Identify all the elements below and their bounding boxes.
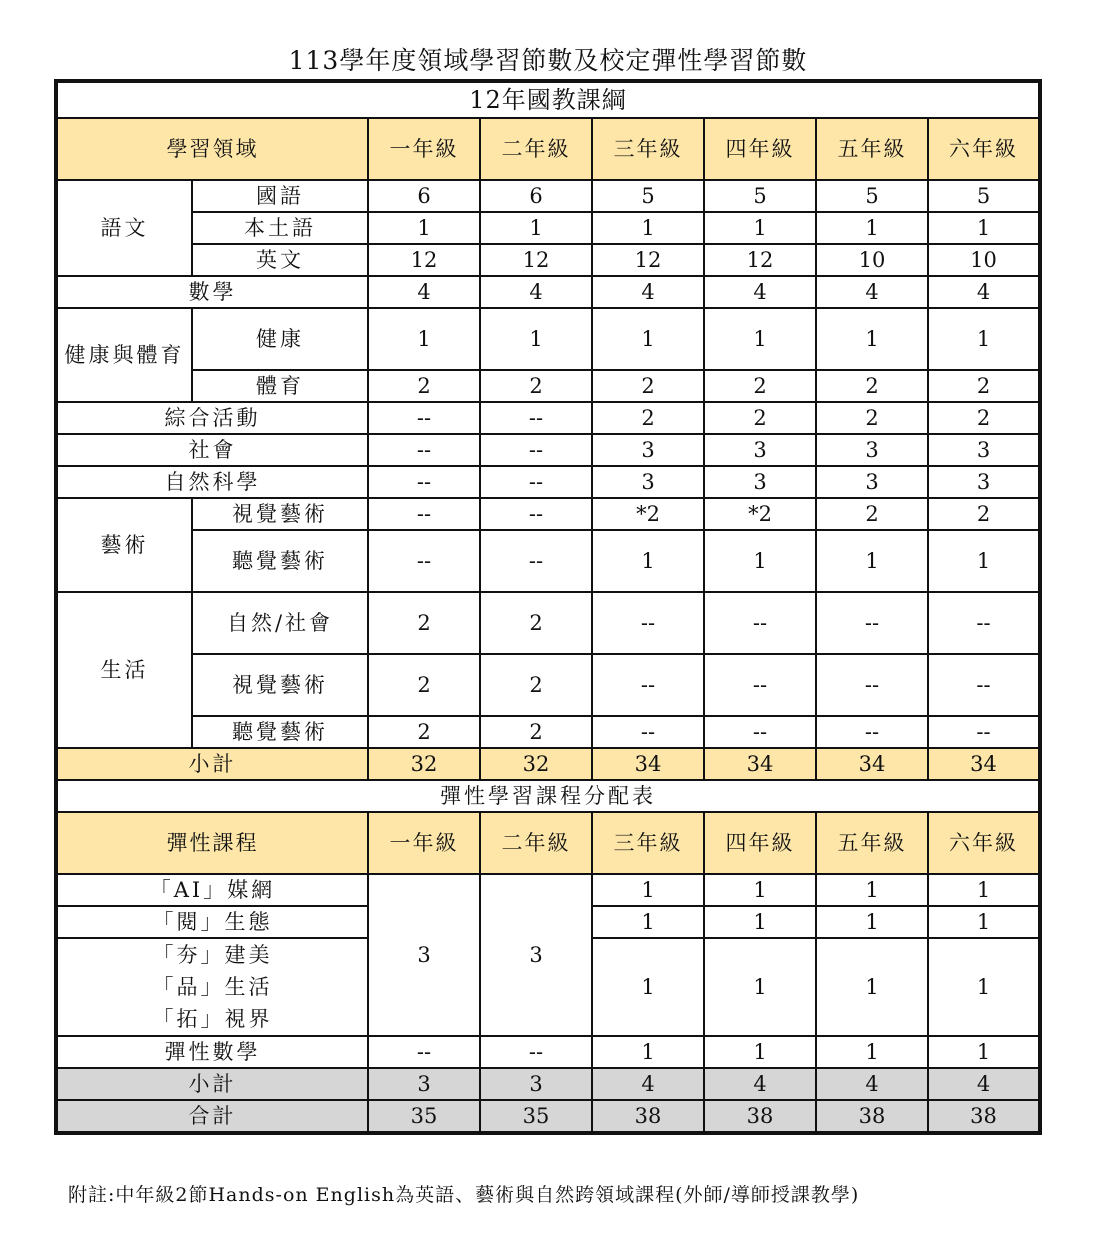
hours-cell: 1 (704, 212, 816, 244)
hours-cell: 2 (928, 370, 1040, 402)
hours-cell: -- (480, 498, 592, 530)
table-row (56, 402, 1040, 434)
grade-header: 四年級 (704, 812, 816, 874)
hours-cell: 12 (592, 244, 704, 276)
hours-cell: *2 (592, 498, 704, 530)
hours-cell: 38 (592, 1100, 704, 1133)
hours-cell: 34 (704, 748, 816, 780)
footnote: 附註:中年級2節Hands-on English為英語、藝術與自然跨領域課程(外師/導師授課教學) (68, 1184, 860, 1206)
hours-cell: 5 (928, 180, 1040, 212)
hours-cell: 2 (480, 654, 592, 716)
hours-cell: 1 (816, 874, 928, 906)
hours-cell: 35 (368, 1100, 480, 1133)
hours-cell: 2 (816, 498, 928, 530)
hours-cell: 12 (480, 244, 592, 276)
subject-name: 國語 (192, 180, 368, 212)
hours-cell: *2 (704, 498, 816, 530)
hours-cell: 1 (592, 308, 704, 370)
hours-cell: 4 (928, 1068, 1040, 1100)
hours-cell: 34 (592, 748, 704, 780)
hours-cell: 2 (480, 716, 592, 748)
hours-cell: 5 (592, 180, 704, 212)
hours-cell: -- (704, 592, 816, 654)
hours-cell: -- (592, 592, 704, 654)
table-row (56, 212, 1040, 244)
subject-name: 自然/社會 (192, 592, 368, 654)
hours-cell: 2 (816, 370, 928, 402)
hours-cell: 1 (816, 1036, 928, 1068)
hours-cell: 1 (816, 906, 928, 938)
hours-cell: 1 (592, 938, 704, 1036)
table-row (56, 654, 1040, 716)
hours-cell: 32 (368, 748, 480, 780)
table-row (56, 180, 1040, 212)
hours-cell: 3 (928, 434, 1040, 466)
table-row (56, 276, 1040, 308)
subject-name: 視覺藝術 (192, 498, 368, 530)
hours-cell: 1 (928, 906, 1040, 938)
hours-cell: 5 (816, 180, 928, 212)
hours-cell: 1 (928, 874, 1040, 906)
hours-cell: 1 (592, 1036, 704, 1068)
hours-cell: 2 (816, 402, 928, 434)
hours-cell: -- (816, 592, 928, 654)
hours-cell: -- (928, 654, 1040, 716)
domain-label: 語文 (56, 180, 192, 276)
hours-cell: 1 (592, 874, 704, 906)
domain-header: 學習領域 (56, 118, 368, 180)
hours-cell: -- (368, 530, 480, 592)
hours-cell: 1 (704, 906, 816, 938)
hours-cell: 3 (368, 1068, 480, 1100)
hours-cell: 32 (480, 748, 592, 780)
table-row (56, 434, 1040, 466)
hours-cell: 3 (592, 466, 704, 498)
subject-name: 健康 (192, 308, 368, 370)
table-row (56, 592, 1040, 654)
hours-cell: 2 (704, 370, 816, 402)
flexible-banner: 彈性學習課程分配表 (56, 780, 1040, 812)
course-name: 「品」生活 (152, 975, 273, 999)
hours-cell: -- (928, 592, 1040, 654)
flexible-header-row (56, 812, 1040, 874)
hours-cell: 6 (480, 180, 592, 212)
domain-label: 藝術 (56, 498, 192, 592)
grade-header: 四年級 (704, 118, 816, 180)
hours-cell: 2 (480, 592, 592, 654)
hours-cell: -- (928, 716, 1040, 748)
table-row (56, 498, 1040, 530)
hours-cell: 3 (816, 466, 928, 498)
table-row (56, 244, 1040, 276)
subtotal-label: 小計 (56, 1068, 368, 1100)
hours-cell: 1 (592, 212, 704, 244)
hours-cell: 4 (704, 276, 816, 308)
subject-name: 數學 (56, 276, 368, 308)
hours-cell: 3 (480, 1068, 592, 1100)
total-row (56, 1100, 1040, 1133)
hours-cell: 1 (704, 938, 816, 1036)
table-row (56, 370, 1040, 402)
table-row (56, 1036, 1040, 1068)
hours-cell: 3 (928, 466, 1040, 498)
hours-cell: 1 (928, 938, 1040, 1036)
hours-cell: 2 (928, 402, 1040, 434)
hours-cell: 5 (704, 180, 816, 212)
table-row (56, 874, 1040, 906)
page-title: 113學年度領域學習節數及校定彈性學習節數 (288, 46, 808, 75)
hours-cell: -- (480, 402, 592, 434)
hours-cell: 3 (480, 874, 592, 1036)
hours-cell: 10 (816, 244, 928, 276)
hours-cell: -- (816, 654, 928, 716)
hours-cell: 34 (816, 748, 928, 780)
hours-cell: -- (368, 402, 480, 434)
course-name: 彈性數學 (56, 1036, 368, 1068)
subject-name: 自然科學 (56, 466, 368, 498)
table-row (56, 466, 1040, 498)
subtotal-row (56, 1068, 1040, 1100)
hours-cell: 1 (480, 308, 592, 370)
total-label: 合計 (56, 1100, 368, 1133)
hours-cell: 4 (704, 1068, 816, 1100)
hours-cell: 2 (928, 498, 1040, 530)
hours-cell: 2 (368, 654, 480, 716)
hours-cell: -- (592, 654, 704, 716)
subject-name: 綜合活動 (56, 402, 368, 434)
hours-cell: 4 (368, 276, 480, 308)
hours-cell: 1 (592, 530, 704, 592)
subject-name: 英文 (192, 244, 368, 276)
hours-cell: 2 (704, 402, 816, 434)
domain-header-row (56, 118, 1040, 180)
hours-cell: -- (368, 498, 480, 530)
course-name: 「夯」建美 (152, 943, 273, 967)
course-name: 「拓」視界 (152, 1007, 273, 1031)
hours-cell: -- (704, 716, 816, 748)
table-row (56, 308, 1040, 370)
hours-cell: 1 (704, 530, 816, 592)
grade-header: 二年級 (480, 812, 592, 874)
grade-header: 三年級 (592, 812, 704, 874)
hours-cell: 1 (592, 906, 704, 938)
hours-cell: 3 (816, 434, 928, 466)
hours-cell: 1 (368, 308, 480, 370)
hours-cell: 2 (368, 716, 480, 748)
subject-name: 聽覺藝術 (192, 530, 368, 592)
hours-cell: 1 (928, 308, 1040, 370)
hours-cell: 35 (480, 1100, 592, 1133)
course-name: 「閱」生態 (56, 906, 368, 938)
hours-cell: 4 (592, 276, 704, 308)
flexible-header: 彈性課程 (56, 812, 368, 874)
course-name-group (56, 938, 368, 1036)
curriculum-banner: 12年國教課綱 (56, 81, 1040, 118)
hours-cell: 2 (368, 592, 480, 654)
subject-name: 本土語 (192, 212, 368, 244)
hours-cell: 2 (592, 370, 704, 402)
grade-header: 三年級 (592, 118, 704, 180)
grade-header: 五年級 (816, 118, 928, 180)
hours-cell: 4 (592, 1068, 704, 1100)
domain-label: 健康與體育 (56, 308, 192, 402)
hours-cell: -- (368, 466, 480, 498)
hours-cell: 34 (928, 748, 1040, 780)
hours-cell: 1 (480, 212, 592, 244)
hours-cell: 2 (480, 370, 592, 402)
hours-cell: 2 (368, 370, 480, 402)
subtotal-label: 小計 (56, 748, 368, 780)
course-name: 「AI」媒網 (56, 874, 368, 906)
subtotal-row (56, 748, 1040, 780)
hours-cell: 4 (816, 276, 928, 308)
grade-header: 六年級 (928, 812, 1040, 874)
hours-cell: 1 (816, 212, 928, 244)
hours-cell: 6 (368, 180, 480, 212)
hours-cell: -- (480, 466, 592, 498)
hours-cell: -- (816, 716, 928, 748)
subject-name: 視覺藝術 (192, 654, 368, 716)
grade-header: 六年級 (928, 118, 1040, 180)
hours-cell: 1 (704, 1036, 816, 1068)
table-row (56, 530, 1040, 592)
hours-cell: 4 (816, 1068, 928, 1100)
subject-name: 體育 (192, 370, 368, 402)
hours-cell: 4 (480, 276, 592, 308)
table-row (56, 716, 1040, 748)
hours-cell: -- (368, 434, 480, 466)
hours-cell: 1 (928, 212, 1040, 244)
hours-cell: -- (480, 1036, 592, 1068)
hours-cell: 38 (704, 1100, 816, 1133)
subject-name: 社會 (56, 434, 368, 466)
hours-cell: 2 (592, 402, 704, 434)
grade-header: 一年級 (368, 812, 480, 874)
hours-cell: 1 (816, 308, 928, 370)
schedule-table (54, 79, 1042, 1135)
hours-cell: 1 (928, 1036, 1040, 1068)
hours-cell: 1 (816, 938, 928, 1036)
hours-cell: 38 (928, 1100, 1040, 1133)
hours-cell: 1 (368, 212, 480, 244)
hours-cell: 1 (704, 874, 816, 906)
hours-cell: 3 (704, 434, 816, 466)
hours-cell: 3 (368, 874, 480, 1036)
subject-name: 聽覺藝術 (192, 716, 368, 748)
hours-cell: -- (592, 716, 704, 748)
hours-cell: 4 (928, 276, 1040, 308)
grade-header: 五年級 (816, 812, 928, 874)
hours-cell: 1 (816, 530, 928, 592)
grade-header: 二年級 (480, 118, 592, 180)
hours-cell: 1 (928, 530, 1040, 592)
hours-cell: -- (480, 530, 592, 592)
hours-cell: -- (704, 654, 816, 716)
hours-cell: 3 (704, 466, 816, 498)
grade-header: 一年級 (368, 118, 480, 180)
hours-cell: -- (368, 1036, 480, 1068)
hours-cell: 3 (592, 434, 704, 466)
domain-label: 生活 (56, 592, 192, 748)
hours-cell: 12 (704, 244, 816, 276)
hours-cell: 12 (368, 244, 480, 276)
hours-cell: 38 (816, 1100, 928, 1133)
hours-cell: -- (480, 434, 592, 466)
hours-cell: 1 (704, 308, 816, 370)
hours-cell: 10 (928, 244, 1040, 276)
